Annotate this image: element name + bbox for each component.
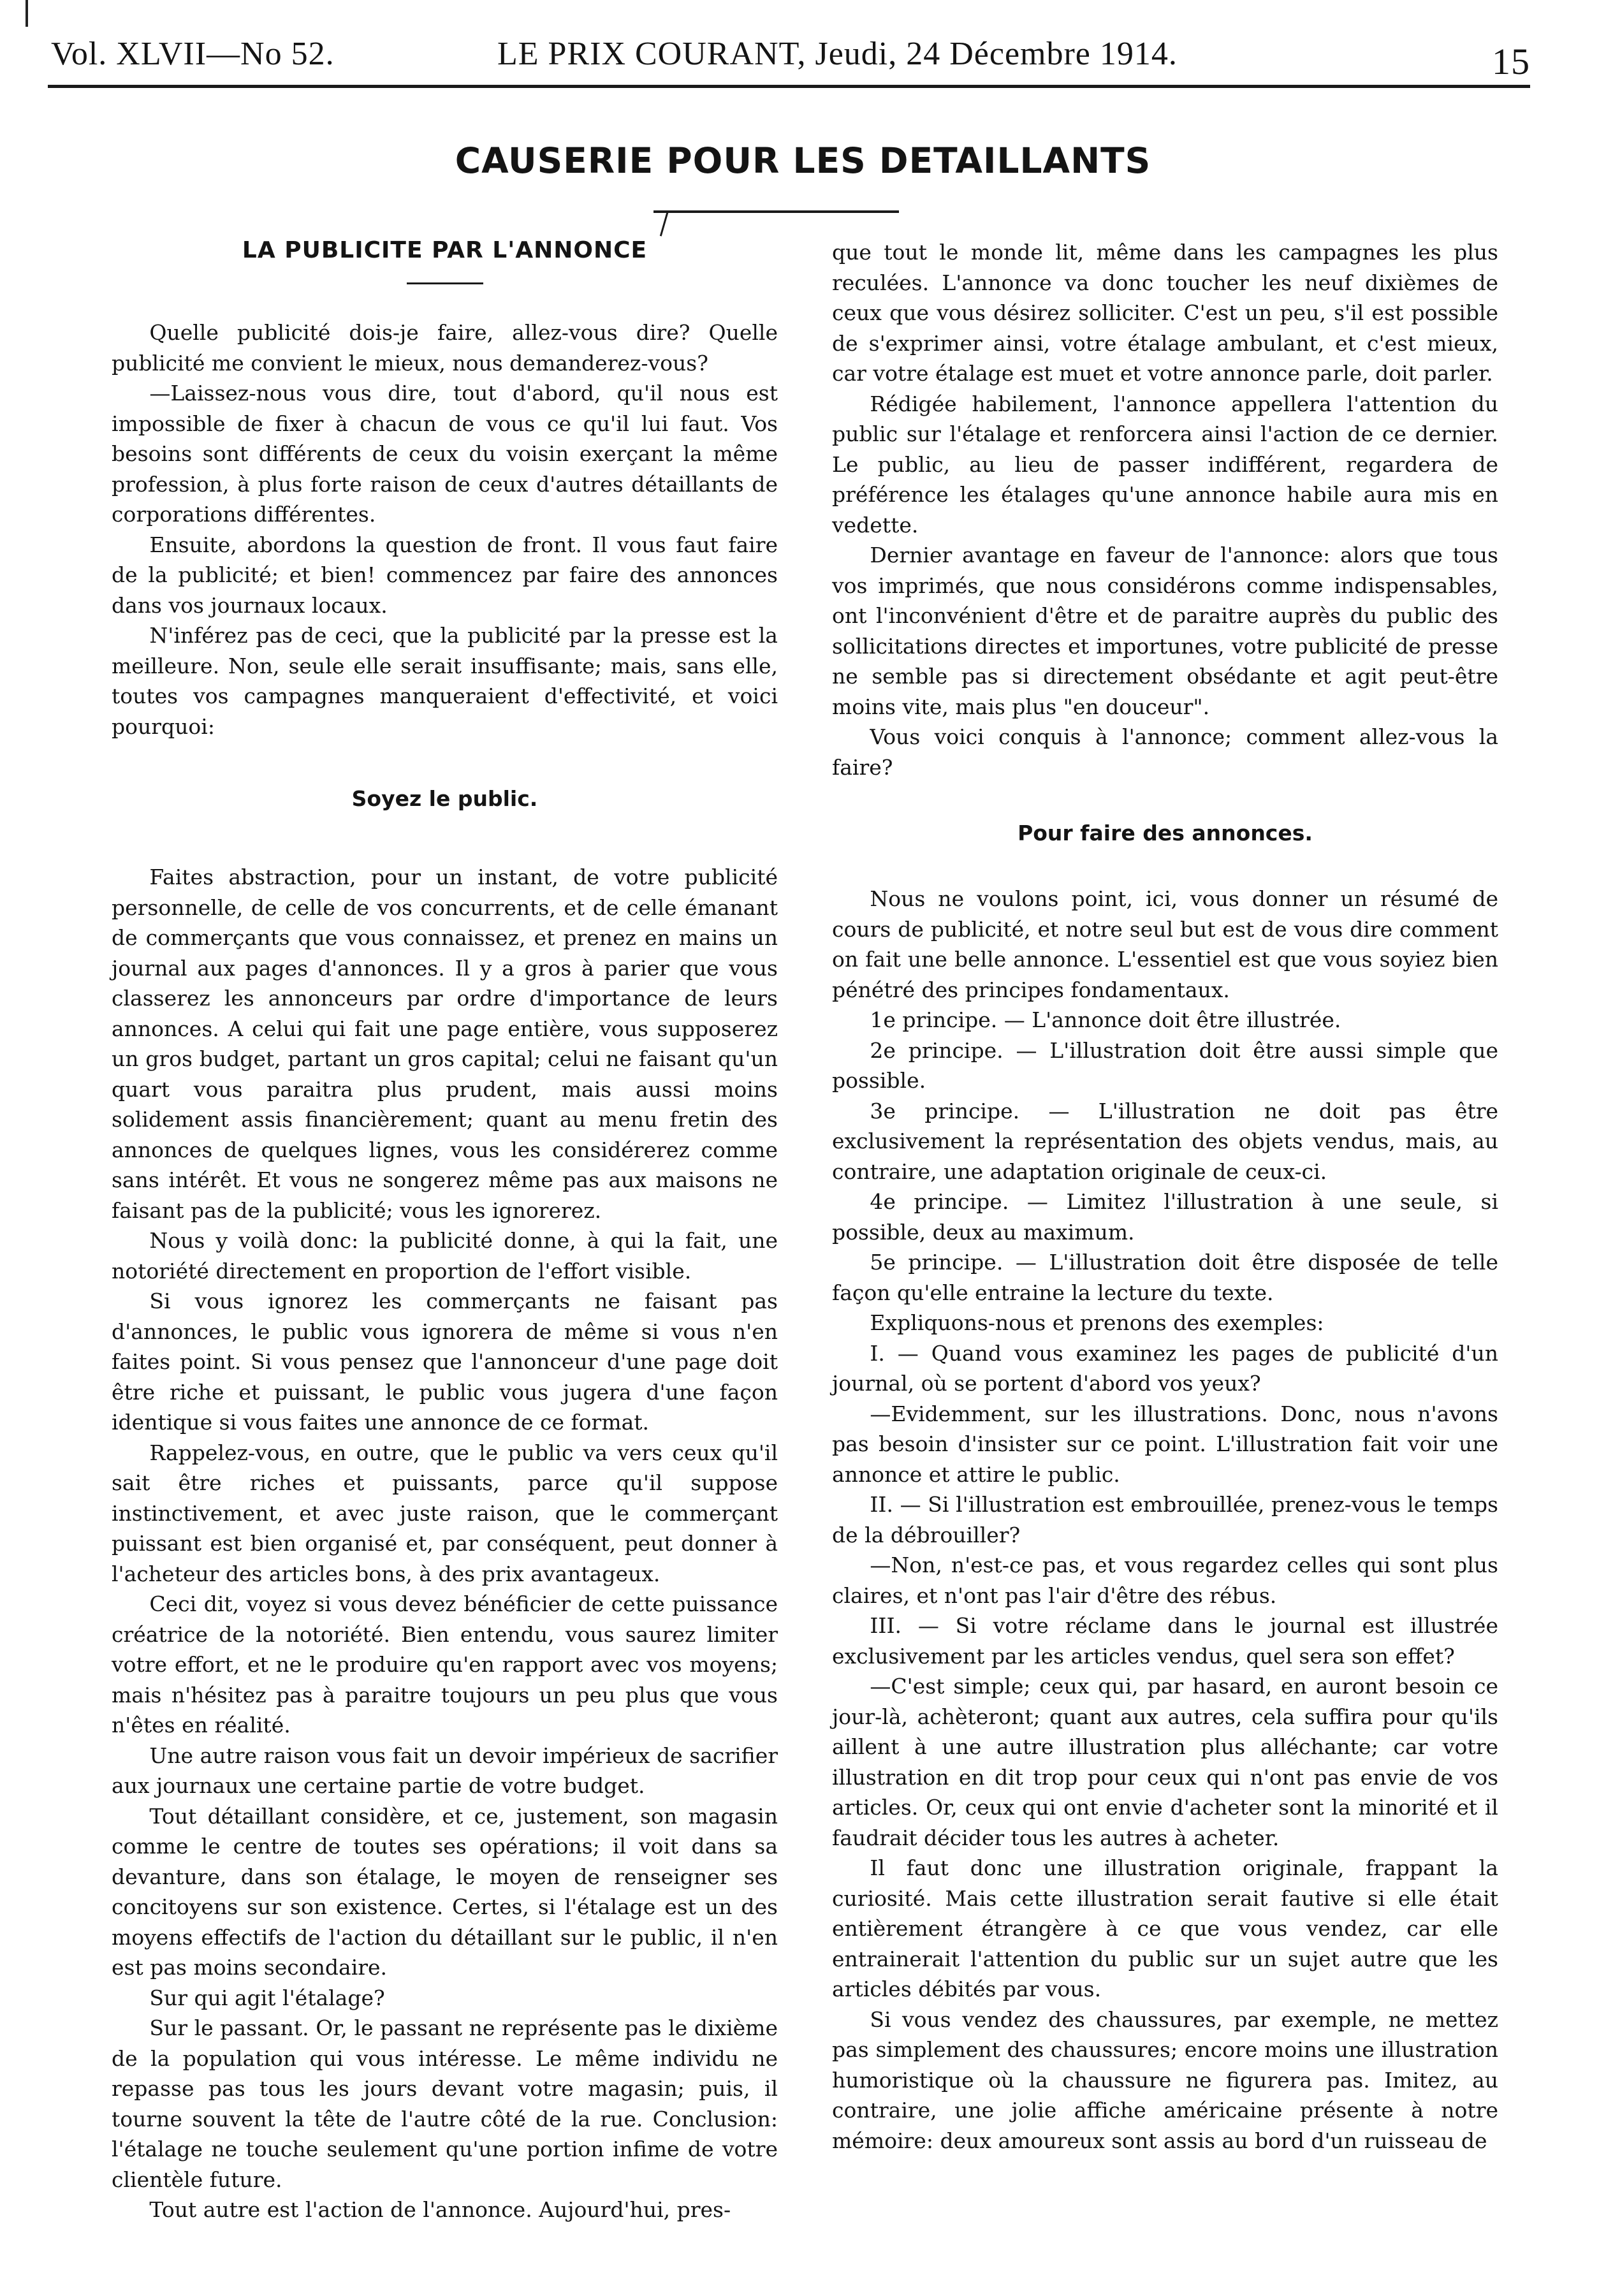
paragraph: Dernier avantage en faveur de l'annonce: alors que tous vos imprimés, que nous considérons comme indispensables, ont l'inconvénient d'être et de paraitre auprès du public des sollicitations directes et importunes, votre publicité de presse ne semble pas si directement obsédante et agit peut-être moins vite, mais plus "en douceur". — [832, 543, 1498, 719]
subheading: Pour faire des annonces. — [1018, 821, 1313, 845]
paragraph: Si vous ignorez les commerçants ne faisant pas d'annonces, le public vous ignorera de même si vous n'en faites point. Si vous pensez que l'annonceur d'une page doit être riche et puissant, le public vous jugera d'une façon identique si vous faites une annonce de ce format. — [112, 1289, 778, 1435]
paragraph: Nous ne voulons point, ici, vous donner un résumé de cours de publicité, et notre seul but est de vous dire comment on fait une belle annonce. L'essentiel est que vous soyiez bien pénétré des principes fondamentaux. — [832, 886, 1498, 1002]
paragraph: Rappelez-vous, en outre, que le public va vers ceux qu'il sait être riches et puissants, parce qu'il suppose instinctivement, et avec juste raison, que le commerçant puissant est bien organisé et, par conséquent, peut donner à l'acheteur des articles bons, à des prix avantageux. — [112, 1440, 778, 1586]
paragraph: Faites abstraction, pour un instant, de votre publicité personnelle, de celle de vos concurrents, et de celle émanant de commerçants que vous connaissez, et prenez en mains un journal aux pages d'annonces. Il y a gros à parier que vous classerez les annonceurs par ordre d'importance de leurs annonces. A celui qui fait une page entière, vous supposerez un gros budget, partant un gros capital; celui ne faisant qu'un quart vous paraitra plus prudent, mais aussi moins solidement assis financièrement; quant au menu fretin des annonces de quelques lignes, vous les considérerez comme sans intérêt. Et vous ne songerez même pas aux maisons ne faisant pas de la publicité; vous les ignorerez. — [112, 865, 778, 1223]
section-heading: LA PUBLICITE PAR L'ANNONCE — [242, 237, 648, 263]
paragraph: que tout le monde lit, même dans les campagnes les plus reculées. L'annonce va donc toucher les neuf dixièmes de ceux que vous désirez solliciter. C'est un peu, s'il est possible de s'exprimer ainsi, votre étalage ambulant, et c'est mieux, car votre étalage est muet et votre annonce parle, doit parler. — [832, 240, 1498, 386]
paragraph: Quelle publicité dois-je faire, allez-vous dire? Quelle publicité me convient le mieux, nous demanderez-vous? — [112, 320, 778, 376]
left-column — [112, 237, 778, 2225]
right-column — [832, 237, 1498, 2156]
paragraph: 1e principe. — L'annonce doit être illustrée. — [870, 1007, 1341, 1032]
paragraph: Il faut donc une illustration originale, frappant la curiosité. Mais cette illustration serait fautive si elle était entièrement étrangère à ce que vous vendez, car elle entrainerait l'attention du public sur un sujet autre que les articles débités par vous. — [832, 1855, 1498, 2001]
paragraph: Tout autre est l'action de l'annonce. Aujourd'hui, pres- — [149, 2197, 731, 2222]
page-edge-mark — [26, 0, 28, 27]
paragraph: Tout détaillant considère, et ce, justement, son magasin comme le centre de toutes ses opérations; il voit dans sa devanture, dans son étalage, le moyen de renseigner ses concitoyens sur son existence. Certes, si l'étalage est un des moyens effectifs de l'action du détaillant sur le public, il n'en est pas moins secondaire. — [112, 1803, 778, 1980]
paragraph: Sur le passant. Or, le passant ne représente pas le dixième de la population qui vous intéresse. Le même individu ne repasse pas tous les jours devant votre magasin; puis, il tourne souvent la tête de l'autre côté de la rue. Conclusion: l'étalage ne touche seulement qu'une portion infime de votre clientèle future. — [112, 2015, 778, 2192]
paragraph: Ceci dit, voyez si vous devez bénéficier de cette puissance créatrice de la notoriété. Bien entendu, vous saurez limiter votre effort, et ne le produire qu'en rapport avec vos moyens; mais n'hésitez pas à paraitre toujours un peu plus que vous n'êtes en réalité. — [112, 1591, 778, 1737]
paragraph: —Laissez-nous vous dire, tout d'abord, qu'il nous est impossible de fixer à chacun de vous ce qu'il lui faut. Vos besoins sont différents de ceux du voisin exerçant la même profession, à plus forte raison de ceux d'autres détaillants de corporations différentes. — [112, 381, 778, 527]
paragraph: Nous y voilà donc: la publicité donne, à qui la fait, une notoriété directement en proportion de l'effort visible. — [112, 1228, 778, 1283]
title-rule — [653, 210, 899, 213]
page-header — [51, 35, 1530, 86]
paragraph: 4e principe. — Limitez l'illustration à une seule, si possible, deux au maximum. — [832, 1189, 1498, 1245]
paragraph: 3e principe. — L'illustration ne doit pas être exclusivement la représentation des objets vendus, mais, au contraire, une adaptation originale de ceux-ci. — [832, 1098, 1498, 1184]
paragraph: Expliquons-nous et prenons des exemples: — [870, 1310, 1324, 1335]
paragraph: —C'est simple; ceux qui, par hasard, en auront besoin ce jour-là, achèteront; quant aux autres, cela suffira pour qu'ils aillent à une autre illustration plus alléchante; car votre illustration en dit trop pour ceux qui n'ont pas envie de vos articles. Or, ceux qui ont envie d'acheter sont la minorité et il faudrait décider tous les autres à acheter. — [832, 1674, 1498, 1850]
paragraph: Ensuite, abordons la question de front. Il vous faut faire de la publicité; et bien! commencez par faire des annonces dans vos journaux locaux. — [112, 532, 778, 618]
paragraph: Si vous vendez des chaussures, par exemple, ne mettez pas simplement des chaussures; encore moins une illustration humoristique où la chaussure ne figurera pas. Imitez, au contraire, une jolie affiche américaine présente à notre mémoire: deux amoureux sont assis au bord d'un ruisseau de — [832, 2007, 1498, 2153]
paragraph: 5e principe. — L'illustration doit être disposée de telle façon qu'elle entraine la lecture du texte. — [832, 1250, 1498, 1305]
volume-number: Vol. XLVII—No 52. — [51, 36, 335, 72]
paragraph: II. — Si l'illustration est embrouillée, prenez-vous le temps de la débrouiller? — [832, 1492, 1498, 1547]
paragraph: Vous voici conquis à l'annonce; comment allez-vous la faire? — [832, 724, 1498, 780]
paragraph: —Evidemment, sur les illustrations. Donc, nous n'avons pas besoin d'insister sur ce point. L'illustration fait voir une annonce et attire le public. — [832, 1401, 1498, 1487]
page-number: 15 — [1492, 41, 1530, 82]
header-rule — [48, 85, 1530, 88]
paragraph: N'inférez pas de ceci, que la publicité par la presse est la meilleure. Non, seule elle serait insuffisante; mais, sans elle, toutes vos campagnes manqueraient d'effectivité, et voici pourquoi: — [112, 623, 778, 739]
paragraph: —Non, n'est-ce pas, et vous regardez celles qui sont plus claires, et n'ont pas l'air d'être des rébus. — [832, 1553, 1498, 1608]
paragraph: Sur qui agit l'étalage? — [149, 1985, 385, 2010]
paragraph: Une autre raison vous fait un devoir impérieux de sacrifier aux journaux une certaine partie de votre budget. — [112, 1743, 778, 1798]
paragraph: 2e principe. — L'illustration doit être aussi simple que possible. — [832, 1037, 1498, 1093]
article-title: CAUSERIE POUR LES DETAILLANTS — [455, 140, 1151, 181]
heading-rule — [407, 282, 483, 284]
paragraph: I. — Quand vous examinez les pages de publicité d'un journal, où se portent d'abord vos yeux? — [832, 1340, 1498, 1396]
masthead: LE PRIX COURANT, Jeudi, 24 Décembre 1914. — [497, 36, 1178, 72]
title-rule-tick — [660, 212, 668, 236]
paragraph: III. — Si votre réclame dans le journal est illustrée exclusivement par les articles vendus, quel sera son effet? — [832, 1613, 1498, 1669]
subheading: Soyez le public. — [351, 786, 538, 811]
paragraph: Rédigée habilement, l'annonce appellera l'attention du public sur l'étalage et renforcera ainsi l'action de ce dernier. Le public, au lieu de passer indifférent, regardera de préférence les étalages qu'une annonce habile aura mis en vedette. — [832, 391, 1498, 537]
